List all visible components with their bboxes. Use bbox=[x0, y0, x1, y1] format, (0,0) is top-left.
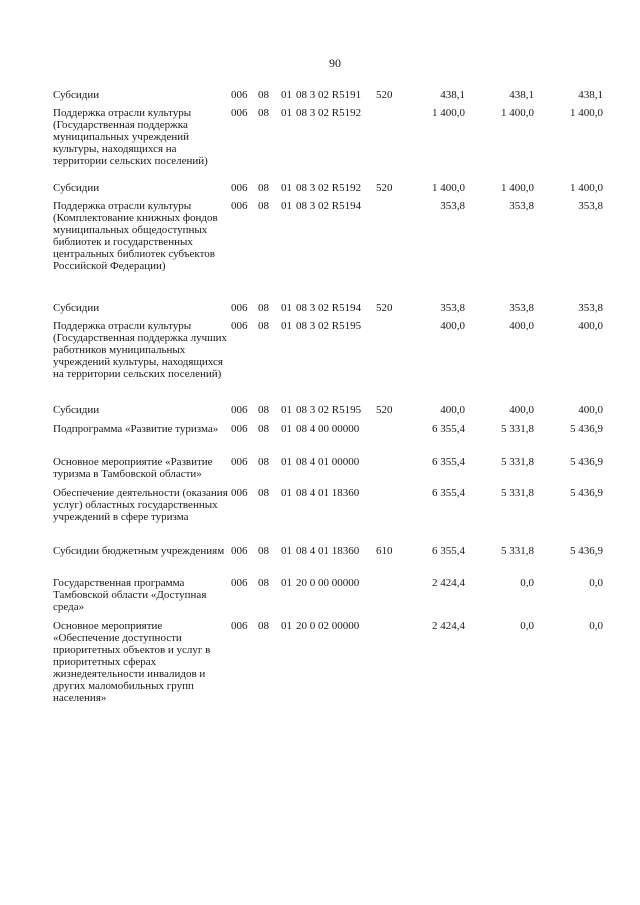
row-name: Субсидии bbox=[53, 89, 100, 101]
amount-year-3: 400,0 bbox=[578, 404, 603, 416]
amount-year-3: 438,1 bbox=[578, 89, 603, 101]
amount-year-1: 1 400,0 bbox=[432, 107, 465, 119]
ministry-code: 006 bbox=[231, 620, 248, 632]
amount-year-2: 400,0 bbox=[509, 320, 534, 332]
row-name: Государственная программа Тамбовской области «Доступная среда» bbox=[53, 577, 207, 613]
section-code: 08 bbox=[258, 423, 269, 435]
amount-year-1: 6 355,4 bbox=[432, 423, 465, 435]
amount-year-3: 0,0 bbox=[589, 620, 603, 632]
target-article-code: 08 4 01 18360 bbox=[296, 487, 360, 499]
amount-year-3: 353,8 bbox=[578, 200, 603, 212]
amount-year-1: 400,0 bbox=[440, 320, 465, 332]
amount-year-2: 5 331,8 bbox=[501, 456, 534, 468]
subsection-code: 01 bbox=[281, 404, 292, 416]
section-code: 08 bbox=[258, 577, 269, 589]
section-code: 08 bbox=[258, 320, 269, 332]
amount-year-3: 5 436,9 bbox=[570, 545, 603, 557]
amount-year-1: 2 424,4 bbox=[432, 620, 465, 632]
section-code: 08 bbox=[258, 456, 269, 468]
target-article-code: 08 4 00 00000 bbox=[296, 423, 360, 435]
row-name: Поддержка отрасли культуры (Комплектование книжных фондов муниципальных общедоступных библиотек и государственных центральных библиотек субъектов Российской Федерации) bbox=[53, 200, 218, 272]
section-code: 08 bbox=[258, 404, 269, 416]
ministry-code: 006 bbox=[231, 404, 248, 416]
ministry-code: 006 bbox=[231, 182, 248, 194]
ministry-code: 006 bbox=[231, 107, 248, 119]
ministry-code: 006 bbox=[231, 320, 248, 332]
target-article-code: 08 3 02 R5191 bbox=[296, 89, 362, 101]
expense-type-code: 610 bbox=[376, 545, 393, 557]
subsection-code: 01 bbox=[281, 200, 292, 212]
target-article-code: 08 3 02 R5195 bbox=[296, 404, 362, 416]
page-number: 90 bbox=[329, 56, 341, 70]
row-name: Поддержка отрасли культуры (Государственная поддержка лучших работников муниципальных учреждений культуры, находящихся на территории сельских поселений) bbox=[53, 320, 227, 380]
amount-year-1: 400,0 bbox=[440, 404, 465, 416]
amount-year-2: 1 400,0 bbox=[501, 107, 534, 119]
target-article-code: 08 4 01 18360 bbox=[296, 545, 360, 557]
amount-year-3: 5 436,9 bbox=[570, 423, 603, 435]
row-name: Обеспечение деятельности (оказания услуг) областных государственных учреждений в сфере туризма bbox=[53, 487, 228, 523]
section-code: 08 bbox=[258, 487, 269, 499]
expense-type-code: 520 bbox=[376, 404, 393, 416]
expense-type-code: 520 bbox=[376, 302, 393, 314]
row-name: Основное мероприятие «Обеспечение доступности приоритетных объектов и услуг в приоритетных сферах жизнедеятельности инвалидов и других маломобильных групп населения» bbox=[53, 620, 211, 704]
amount-year-1: 2 424,4 bbox=[432, 577, 465, 589]
amount-year-3: 1 400,0 bbox=[570, 107, 603, 119]
section-code: 08 bbox=[258, 545, 269, 557]
target-article-code: 08 3 02 R5192 bbox=[296, 107, 362, 119]
subsection-code: 01 bbox=[281, 302, 292, 314]
amount-year-1: 353,8 bbox=[440, 200, 465, 212]
target-article-code: 20 0 00 00000 bbox=[296, 577, 360, 589]
section-code: 08 bbox=[258, 107, 269, 119]
amount-year-3: 5 436,9 bbox=[570, 456, 603, 468]
amount-year-1: 438,1 bbox=[440, 89, 465, 101]
subsection-code: 01 bbox=[281, 89, 292, 101]
ministry-code: 006 bbox=[231, 302, 248, 314]
target-article-code: 08 3 02 R5192 bbox=[296, 182, 362, 194]
subsection-code: 01 bbox=[281, 320, 292, 332]
target-article-code: 08 3 02 R5195 bbox=[296, 320, 362, 332]
amount-year-1: 1 400,0 bbox=[432, 182, 465, 194]
ministry-code: 006 bbox=[231, 200, 248, 212]
ministry-code: 006 bbox=[231, 423, 248, 435]
row-name: Субсидии бюджетным учреждениям bbox=[53, 545, 225, 557]
target-article-code: 08 4 01 00000 bbox=[296, 456, 360, 468]
amount-year-2: 438,1 bbox=[509, 89, 534, 101]
subsection-code: 01 bbox=[281, 487, 292, 499]
row-name: Поддержка отрасли культуры (Государственная поддержка муниципальных учреждений культуры, находящихся на территории сельских поселений) bbox=[53, 107, 208, 167]
section-code: 08 bbox=[258, 620, 269, 632]
amount-year-2: 0,0 bbox=[520, 620, 534, 632]
target-article-code: 20 0 02 00000 bbox=[296, 620, 360, 632]
amount-year-2: 5 331,8 bbox=[501, 423, 534, 435]
expense-type-code: 520 bbox=[376, 89, 393, 101]
ministry-code: 006 bbox=[231, 456, 248, 468]
amount-year-1: 353,8 bbox=[440, 302, 465, 314]
ministry-code: 006 bbox=[231, 545, 248, 557]
amount-year-2: 5 331,8 bbox=[501, 487, 534, 499]
row-name: Субсидии bbox=[53, 302, 100, 314]
amount-year-1: 6 355,4 bbox=[432, 456, 465, 468]
amount-year-3: 1 400,0 bbox=[570, 182, 603, 194]
section-code: 08 bbox=[258, 89, 269, 101]
subsection-code: 01 bbox=[281, 456, 292, 468]
section-code: 08 bbox=[258, 200, 269, 212]
row-name: Субсидии bbox=[53, 404, 100, 416]
section-code: 08 bbox=[258, 302, 269, 314]
amount-year-3: 0,0 bbox=[589, 577, 603, 589]
subsection-code: 01 bbox=[281, 620, 292, 632]
amount-year-3: 400,0 bbox=[578, 320, 603, 332]
subsection-code: 01 bbox=[281, 545, 292, 557]
amount-year-2: 353,8 bbox=[509, 200, 534, 212]
row-name: Подпрограмма «Развитие туризма» bbox=[53, 423, 219, 435]
amount-year-2: 0,0 bbox=[520, 577, 534, 589]
subsection-code: 01 bbox=[281, 182, 292, 194]
target-article-code: 08 3 02 R5194 bbox=[296, 200, 362, 212]
expense-type-code: 520 bbox=[376, 182, 393, 194]
ministry-code: 006 bbox=[231, 577, 248, 589]
amount-year-2: 5 331,8 bbox=[501, 545, 534, 557]
target-article-code: 08 3 02 R5194 bbox=[296, 302, 362, 314]
amount-year-3: 5 436,9 bbox=[570, 487, 603, 499]
amount-year-1: 6 355,4 bbox=[432, 487, 465, 499]
row-name: Основное мероприятие «Развитие туризма в Тамбовской области» bbox=[53, 456, 213, 480]
ministry-code: 006 bbox=[231, 89, 248, 101]
subsection-code: 01 bbox=[281, 577, 292, 589]
section-code: 08 bbox=[258, 182, 269, 194]
amount-year-3: 353,8 bbox=[578, 302, 603, 314]
row-name: Субсидии bbox=[53, 182, 100, 194]
amount-year-1: 6 355,4 bbox=[432, 545, 465, 557]
subsection-code: 01 bbox=[281, 107, 292, 119]
ministry-code: 006 bbox=[231, 487, 248, 499]
subsection-code: 01 bbox=[281, 423, 292, 435]
amount-year-2: 1 400,0 bbox=[501, 182, 534, 194]
amount-year-2: 400,0 bbox=[509, 404, 534, 416]
amount-year-2: 353,8 bbox=[509, 302, 534, 314]
